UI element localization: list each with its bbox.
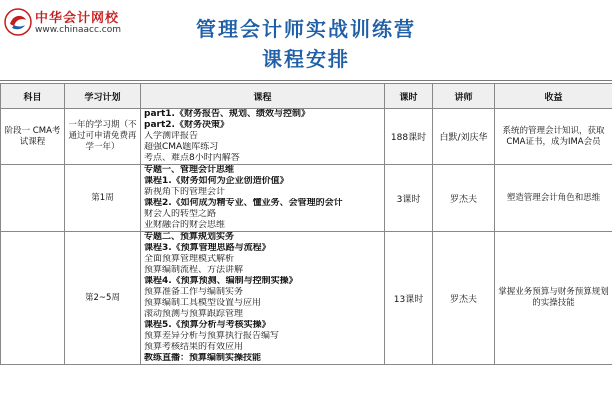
course-heading: 教练直播：预算编制实操技能 [144, 353, 262, 363]
column-header-course: 课程 [141, 84, 385, 109]
course-item: 预算编制流程、方法讲解 [144, 265, 244, 275]
lecturer-cell-text: 白默/刘庆华 [439, 133, 488, 143]
plan-cell-text: 一年的学习期（不通过可申请免费再学一年） [68, 120, 137, 152]
course-heading: 课程4.《预算预测、编制与控制实操》 [144, 276, 298, 286]
page-header [0, 0, 612, 81]
course-item: 预算编制工具模型设置与应用 [144, 298, 262, 308]
course-heading: 课程3.《预算管理思路与流程》 [144, 243, 271, 253]
course-cell [141, 232, 385, 365]
lecturer-cell [433, 232, 495, 365]
page-subtitle: 课程安排 [262, 47, 350, 71]
table-header-row [1, 84, 612, 109]
logo-url: www.chinaacc.com [35, 25, 121, 35]
course-item: 滚动预测与预算跟踪管理 [144, 309, 244, 319]
subject-cell [1, 232, 65, 365]
benefit-cell-text: 系统的管理会计知识，获取CMA证书，成为IMA会员 [502, 125, 605, 147]
course-item: 财会人的转型之路 [144, 209, 217, 219]
course-cell [141, 165, 385, 232]
course-item: 新视角下的管理会计 [144, 187, 226, 197]
plan-cell-text: 第1周 [91, 192, 114, 203]
hours-cell-text: 188课时 [390, 133, 427, 143]
hours-cell-text: 3课时 [396, 194, 421, 205]
lecturer-cell-text: 罗杰夫 [449, 294, 477, 305]
hours-cell [385, 109, 433, 165]
benefit-cell [495, 109, 612, 165]
column-header-benefit: 收益 [495, 84, 612, 109]
hours-cell-text: 13课时 [393, 294, 424, 305]
course-heading: part1.《财务报告、规划、绩效与控制》 [144, 109, 310, 119]
course-heading: 专题一、管理会计思维 [144, 165, 235, 175]
course-item: 超强CMA题库练习 [144, 142, 219, 152]
plan-cell [65, 232, 141, 365]
column-header-lecturer: 讲师 [433, 84, 495, 109]
subject-cell [1, 109, 65, 165]
course-item: 预算准备工作与编制实务 [144, 287, 244, 297]
benefit-cell [495, 165, 612, 232]
hours-cell [385, 165, 433, 232]
schedule-table [0, 83, 612, 365]
table-row [1, 165, 612, 232]
course-item: 预算考核结果的有效应用 [144, 342, 244, 352]
subject-cell-text: 阶段一 CMA考试课程 [4, 125, 61, 147]
lecturer-cell-text: 罗杰夫 [449, 194, 477, 205]
plan-cell-text: 第2~5周 [85, 292, 120, 303]
course-item: 入学测评报告 [144, 131, 199, 141]
column-header-hours: 课时 [385, 84, 433, 109]
course-item: 预算差异分析与预算执行报告编写 [144, 331, 280, 341]
course-cell [141, 109, 385, 165]
logo-name: 中华会计网校 [35, 11, 120, 26]
page-title: 管理会计师实战训练营 [196, 17, 416, 41]
benefit-cell [495, 232, 612, 365]
course-heading: part2.《财务决策》 [144, 120, 229, 130]
column-header-plan: 学习计划 [65, 84, 141, 109]
table-row [1, 109, 612, 165]
course-heading: 课程2.《如何成为精专业、懂业务、会管理的会计 [144, 198, 343, 208]
lecturer-cell [433, 109, 495, 165]
course-item: 全面预算管理模式解析 [144, 254, 235, 264]
lecturer-cell [433, 165, 495, 232]
course-heading: 课程1.《财务如何为企业创造价值》 [144, 176, 289, 186]
benefit-cell-text: 掌握业务预算与财务预算规划的实操技能 [498, 287, 609, 308]
subject-cell [1, 165, 65, 232]
column-header-subject: 科目 [1, 84, 65, 109]
course-heading: 专题二、预算规划实务 [144, 232, 235, 242]
plan-cell [65, 165, 141, 232]
plan-cell [65, 109, 141, 165]
course-item: 考点、难点8小时内解答 [144, 153, 240, 163]
hours-cell [385, 232, 433, 365]
course-item: 业财融合的财会思维 [144, 220, 226, 230]
course-heading: 课程5.《预算分析与考核实操》 [144, 320, 271, 330]
benefit-cell-text: 塑造管理会计角色和思维 [506, 192, 601, 203]
table-row [1, 232, 612, 365]
